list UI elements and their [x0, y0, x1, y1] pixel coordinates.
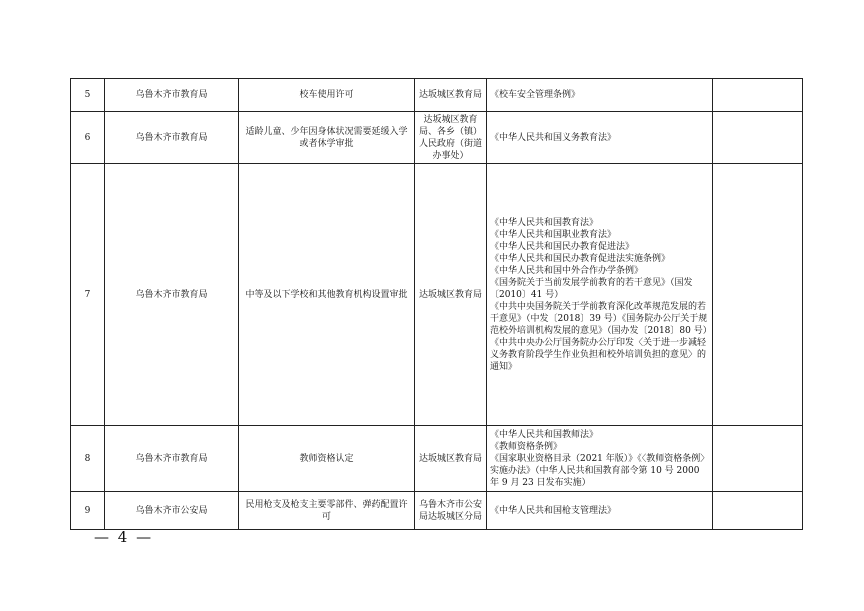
- row-number: 6: [71, 112, 105, 164]
- note-cell: [713, 492, 803, 530]
- row-number: 7: [71, 164, 105, 426]
- item-cell: 校车使用许可: [239, 79, 415, 112]
- table-row: [71, 492, 803, 530]
- table-row: [71, 164, 803, 426]
- department-cell: 达坂城区教育局: [415, 426, 487, 492]
- basis-line: 《中共中央办公厅国务院办公厅印发〈关于进一步减轻义务教育阶段学生作业负担和校外培训负担的意见〉的通知》: [490, 337, 707, 372]
- table-row: [71, 112, 803, 164]
- basis-line: 《中华人民共和国义务教育法》: [490, 132, 617, 143]
- department-cell: 达坂城区教育局、各乡（镇）人民政府（街道办事处）: [415, 112, 487, 164]
- item-cell: 民用枪支及枪支主要零部件、弹药配置许可: [239, 492, 415, 530]
- department-cell: 乌鲁木齐市公安局达坂城区分局: [415, 492, 487, 530]
- basis-line: 《中华人民共和国中外合作办学条例》: [490, 265, 644, 276]
- authority-cell: 乌鲁木齐市教育局: [105, 112, 239, 164]
- authority-cell: 乌鲁木齐市教育局: [105, 426, 239, 492]
- basis-cell: [487, 164, 713, 426]
- note-cell: [713, 164, 803, 426]
- item-cell: 教师资格认定: [239, 426, 415, 492]
- note-cell: [713, 426, 803, 492]
- basis-line: 《中共中央国务院关于学前教育深化改革规范发展的若干意见》（中发〔2018〕39 号）《国务院办公厅关于规范校外培训机构发展的意见》（国办发〔2018〕80 号）: [490, 301, 712, 336]
- authority-cell: 乌鲁木齐市教育局: [105, 164, 239, 426]
- basis-line: 《中华人民共和国枪支管理法》: [490, 505, 617, 516]
- basis-line: 《教师资格条例》: [490, 441, 563, 452]
- row-number: 5: [71, 79, 105, 112]
- basis-line: 《中华人民共和国职业教育法》: [490, 229, 617, 240]
- department-cell: 达坂城区教育局: [415, 79, 487, 112]
- basis-line: 《国务院关于当前发展学前教育的若干意见》（国发〔2010〕41 号）: [490, 277, 693, 300]
- basis-cell: [487, 426, 713, 492]
- authority-cell: 乌鲁木齐市教育局: [105, 79, 239, 112]
- table-row: [71, 79, 803, 112]
- table-row: [71, 426, 803, 492]
- basis-cell: [487, 79, 713, 112]
- authority-cell: 乌鲁木齐市公安局: [105, 492, 239, 530]
- basis-line: 《校车安全管理条例》: [490, 90, 581, 100]
- page-number: — 4 —: [94, 528, 154, 546]
- basis-line: 《国家职业资格目录（2021 年版）》《〈教师资格条例〉实施办法》（中华人民共和国教育部令第 10 号 2000 年 9 月 23 日发布实施）: [490, 453, 705, 488]
- basis-line: 《中华人民共和国教育法》: [490, 217, 599, 228]
- basis-line: 《中华人民共和国教师法》: [490, 429, 599, 440]
- note-cell: [713, 79, 803, 112]
- note-cell: [713, 112, 803, 164]
- row-number: 9: [71, 492, 105, 530]
- permits-table: [70, 78, 803, 530]
- item-cell: 中等及以下学校和其他教育机构设置审批: [239, 164, 415, 426]
- basis-line: 《中华人民共和国民办教育促进法实施条例》: [490, 253, 671, 264]
- row-number: 8: [71, 426, 105, 492]
- basis-line: 《中华人民共和国民办教育促进法》: [490, 241, 635, 252]
- basis-cell: [487, 492, 713, 530]
- basis-cell: [487, 112, 713, 164]
- department-cell: 达坂城区教育局: [415, 164, 487, 426]
- item-cell: 适龄儿童、少年因身体状况需要延缓入学或者休学审批: [239, 112, 415, 164]
